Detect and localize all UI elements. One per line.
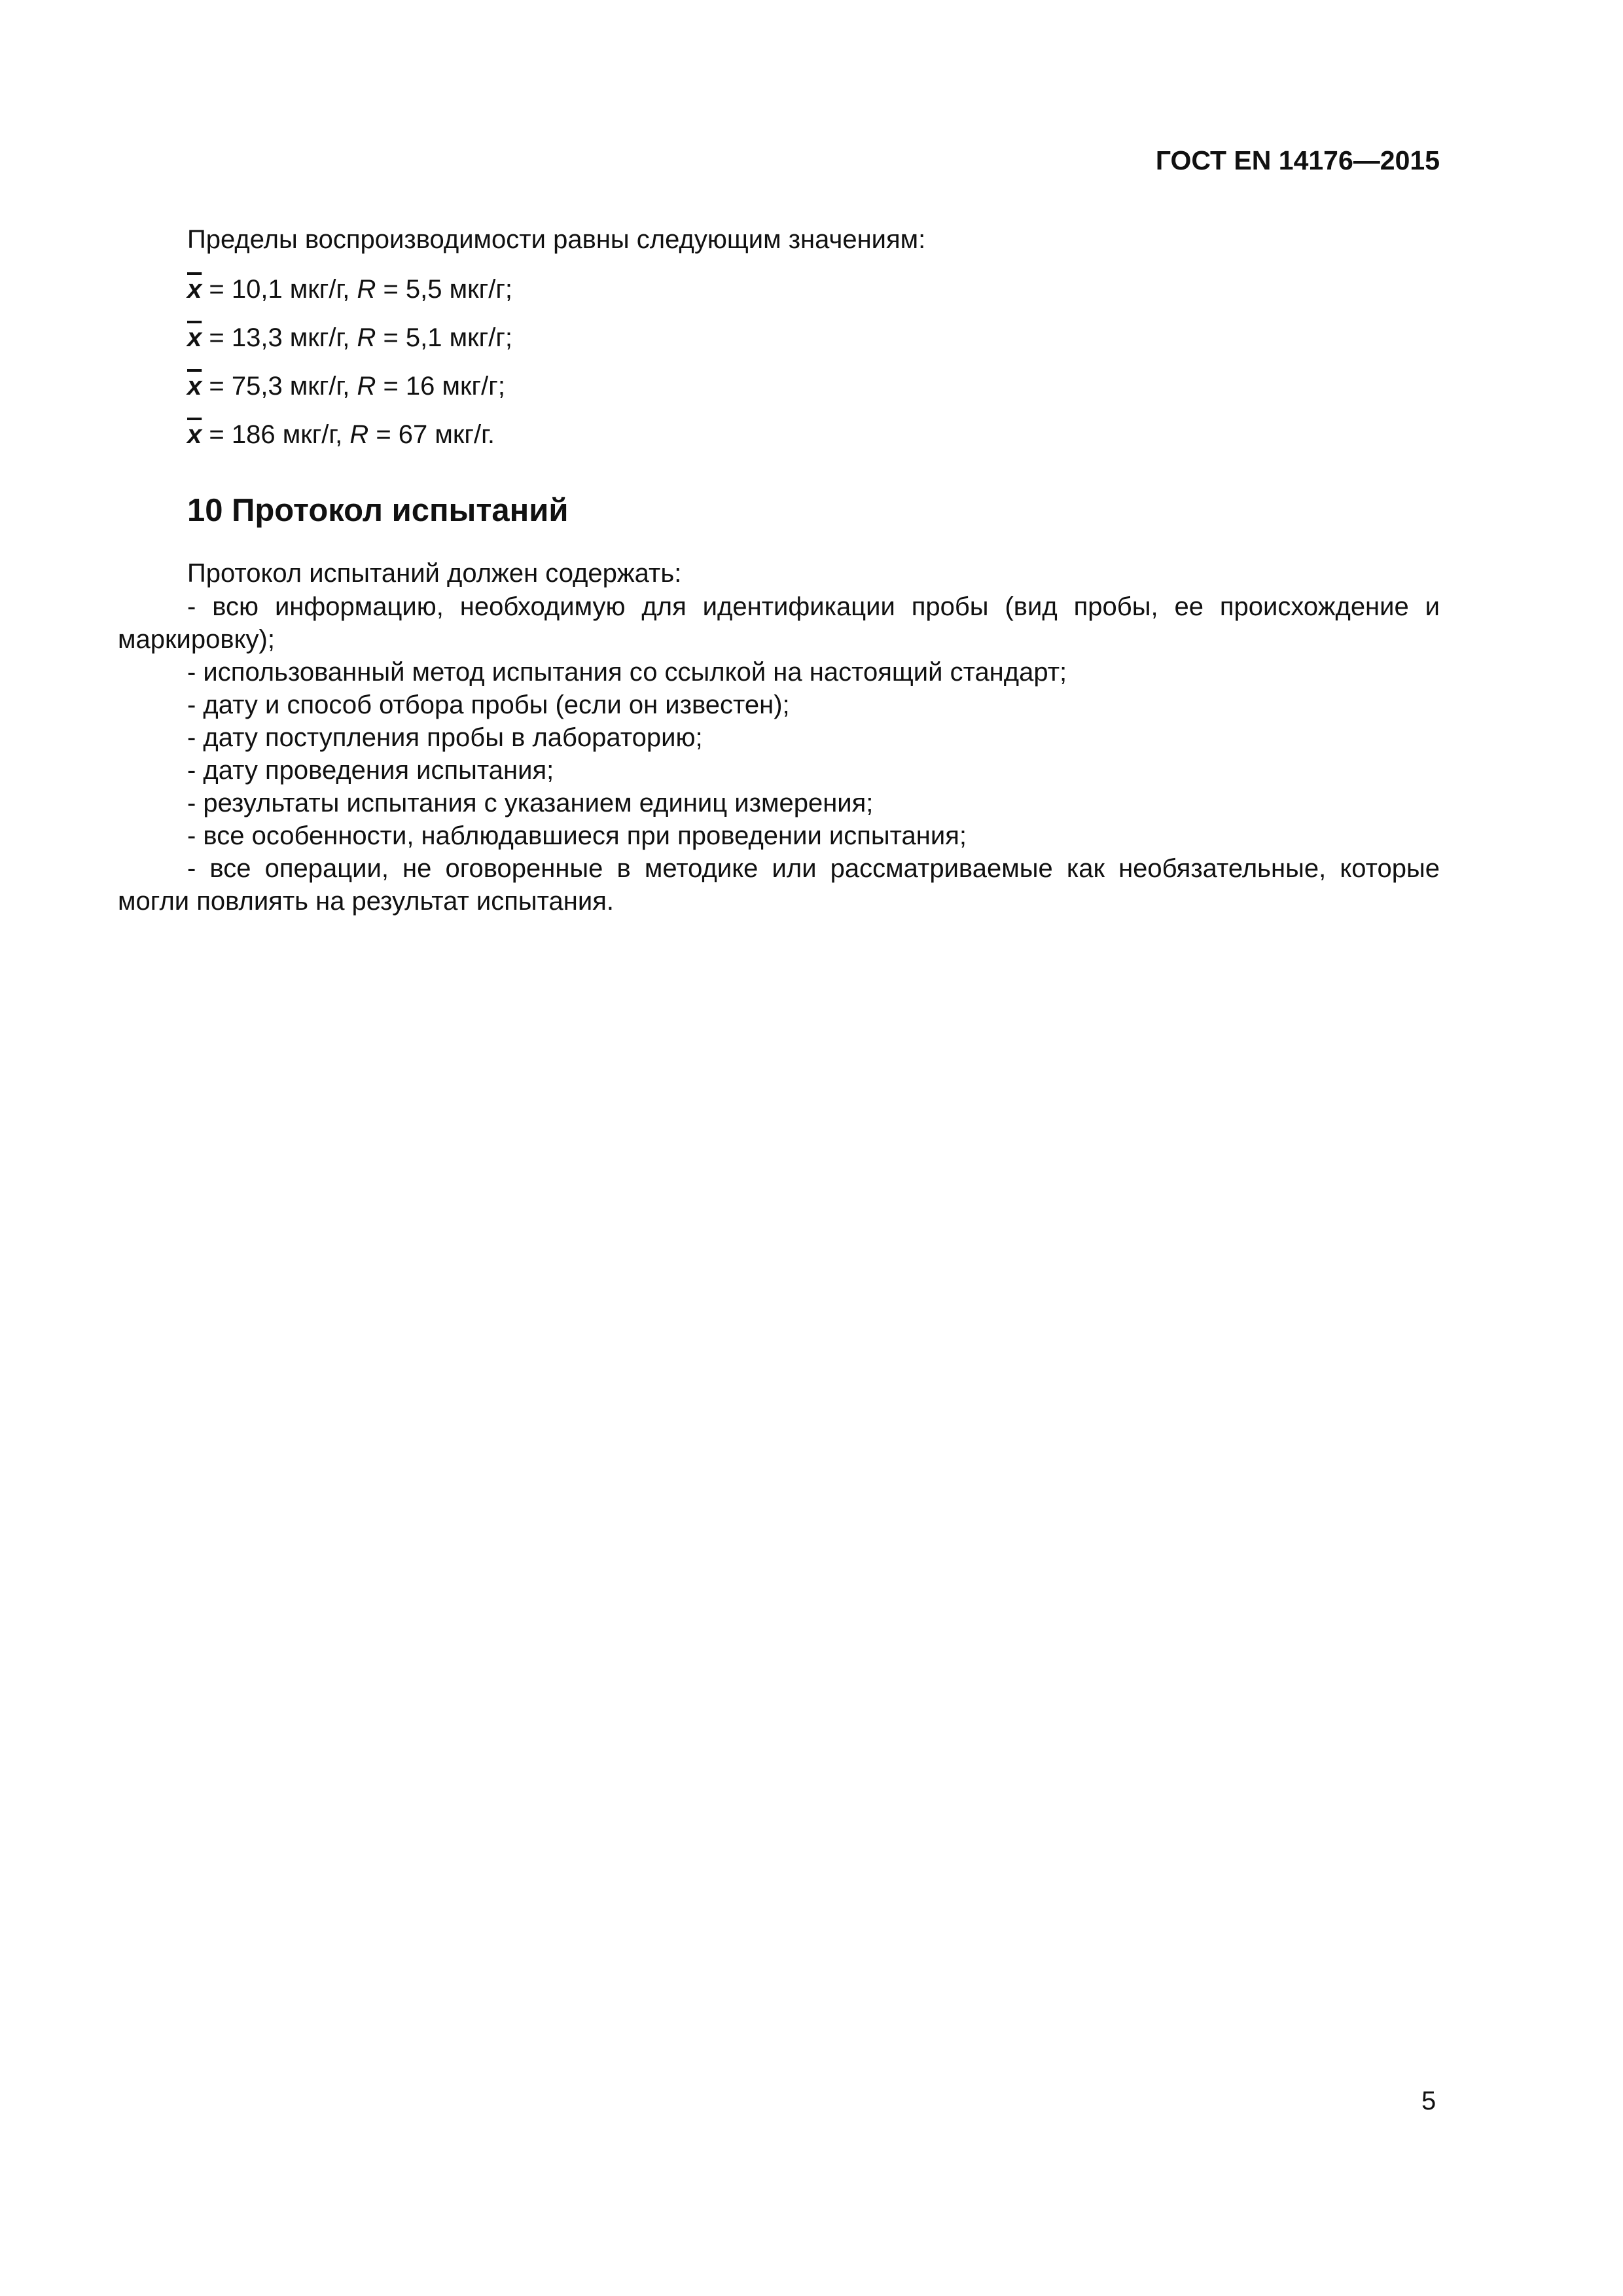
protocol-intro: Протокол испытаний должен содержать: [187, 559, 682, 588]
r-value: = 16 мкг/г; [376, 372, 505, 401]
section-10-heading: 10 Протокол испытаний [187, 493, 569, 528]
r-value: = 5,5 мкг/г; [376, 275, 513, 304]
precision-row-1 [187, 272, 512, 306]
x-mean-symbol: $\overline{x}$ [187, 323, 202, 352]
precision-row-2 [187, 321, 512, 355]
r-symbol: R [357, 275, 376, 304]
protocol-item-3: - дату и способ отбора пробы (если он известен); [187, 691, 790, 719]
protocol-item-5: - дату проведения испытания; [187, 756, 554, 785]
r-value: = 67 мкг/г. [368, 420, 495, 449]
r-symbol: R [357, 323, 376, 352]
precision-row-3 [187, 369, 505, 403]
x-value: = 13,3 мкг/г, [202, 323, 357, 352]
x-value: = 10,1 мкг/г, [202, 275, 357, 304]
protocol-item-4: - дату поступления пробы в лабораторию; [187, 723, 703, 752]
r-value: = 5,1 мкг/г; [376, 323, 513, 352]
x-value: = 75,3 мкг/г, [202, 372, 357, 401]
protocol-item-8-line-2: могли повлиять на результат испытания. [118, 887, 614, 916]
protocol-item-1-line-2: маркировку); [118, 625, 275, 654]
protocol-item-7: - все особенности, наблюдавшиеся при проведении испытания; [187, 821, 967, 850]
x-mean-symbol: $\overline{x}$ [187, 372, 202, 401]
document-id-header: ГОСТ EN 14176—2015 [1155, 145, 1440, 175]
protocol-item-6: - результаты испытания с указанием единиц измерения; [187, 789, 874, 817]
x-mean-symbol: $\overline{x}$ [187, 275, 202, 304]
page-number: 5 [1421, 2087, 1436, 2115]
protocol-item-2: - использованный метод испытания со ссылкой на настоящий стандарт; [187, 658, 1067, 687]
precision-intro: Пределы воспроизводимости равны следующим значениям: [187, 225, 926, 254]
precision-row-4 [187, 418, 495, 452]
r-symbol: R [357, 372, 376, 401]
protocol-item-1-line-1: - всю информацию, необходимую для идентификации пробы (вид пробы, ее происхождение и [187, 592, 1440, 621]
x-mean-symbol: $\overline{x}$ [187, 420, 202, 449]
x-value: = 186 мкг/г, [202, 420, 350, 449]
protocol-item-8-line-1: - все операции, не оговоренные в методике или рассматриваемые как необязательные, которые [187, 854, 1440, 883]
r-symbol: R [349, 420, 369, 449]
